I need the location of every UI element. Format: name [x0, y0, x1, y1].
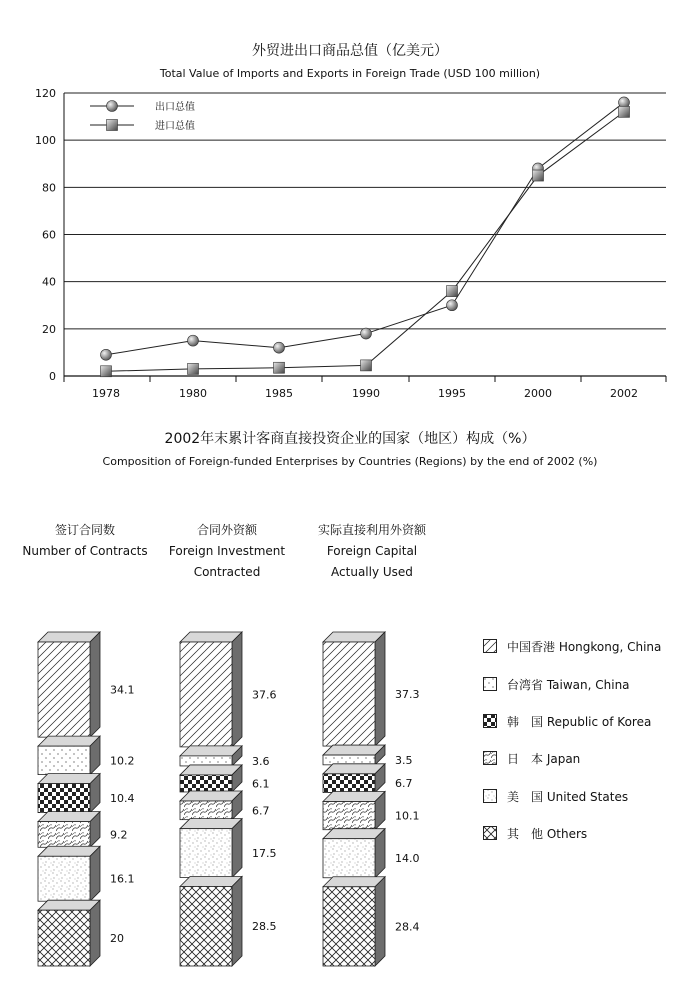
legend-label: 其 他 Others	[507, 827, 588, 841]
segment-side-face	[375, 877, 385, 966]
segment-top-face	[180, 765, 242, 775]
segment-value-label: 10.4	[110, 792, 135, 806]
segment-side-face	[375, 632, 385, 746]
segment-side-face	[232, 819, 242, 878]
line-chart-subtitle: Total Value of Imports and Exports in Foreign Trade (USD 100 million)	[159, 67, 541, 80]
legend-swatch	[483, 714, 497, 728]
segment-top-face	[323, 764, 385, 774]
segment-top-face	[323, 745, 385, 755]
y-tick-label: 0	[49, 370, 56, 383]
segment-front-face	[38, 746, 90, 774]
legend-label: 台湾省 Taiwan, China	[507, 678, 630, 692]
segment-side-face	[232, 876, 242, 966]
segment-front-face	[180, 829, 232, 878]
segment-value-label: 3.6	[252, 754, 270, 768]
legend-swatch	[483, 751, 497, 765]
legend-label: 韩 国 Republic of Korea	[507, 715, 652, 729]
segment-front-face	[38, 642, 90, 737]
x-tick-label: 1980	[179, 387, 207, 400]
segment-value-label: 14.0	[395, 852, 420, 866]
composition-chart-subtitle: Composition of Foreign-funded Enterprises by Countries (Regions) by the end of 2002 (%)	[102, 455, 598, 468]
segment-value-label: 10.2	[110, 754, 135, 768]
segment-top-face	[180, 876, 242, 886]
segment-top-face	[38, 900, 100, 910]
segment-side-face	[90, 846, 100, 901]
segment-value-label: 10.1	[395, 809, 420, 823]
segment-top-face	[38, 736, 100, 746]
stacked-segment	[38, 900, 124, 966]
segment-side-face	[90, 900, 100, 966]
column-header-en: Contracted	[193, 565, 261, 579]
segment-side-face	[90, 632, 100, 737]
column-header-zh: 签订合同数	[54, 523, 115, 537]
legend-label: 日 本 Japan	[507, 752, 581, 766]
segment-top-face	[323, 632, 385, 642]
stacked-segment	[323, 829, 420, 878]
legend-swatch	[483, 826, 497, 840]
segment-top-face	[180, 746, 242, 756]
stacked-segment	[323, 764, 413, 793]
x-tick-label: 1990	[352, 387, 380, 400]
segment-front-face	[323, 887, 375, 966]
segment-front-face	[38, 822, 90, 848]
x-tick-label: 1985	[265, 387, 293, 400]
segment-value-label: 6.7	[252, 804, 270, 818]
segment-value-label: 28.5	[252, 920, 277, 934]
column-header-zh: 合同外资额	[196, 523, 257, 537]
segment-top-face	[323, 877, 385, 887]
y-tick-label: 40	[42, 275, 56, 289]
segment-top-face	[38, 774, 100, 784]
stacked-segment	[180, 791, 270, 820]
legend-label: 美 国 United States	[507, 790, 629, 804]
line-chart-title: 外贸进出口商品总值（亿美元）	[252, 43, 448, 59]
segment-top-face	[180, 632, 242, 642]
segment-top-face	[180, 791, 242, 801]
legend-swatch	[483, 789, 497, 803]
composition-chart-title: 2002年末累计客商直接投资企业的国家（地区）构成（%）	[164, 431, 536, 447]
column-header-en: Foreign Capital	[326, 544, 418, 558]
segment-value-label: 16.1	[110, 872, 135, 886]
legend-swatch	[483, 639, 497, 653]
segment-front-face	[323, 802, 375, 830]
legend-swatch	[483, 677, 497, 691]
y-tick-label: 120	[35, 87, 56, 100]
legend-label: 出口总值	[155, 102, 195, 113]
x-tick-label: 2000	[524, 387, 552, 400]
y-tick-label: 20	[42, 322, 56, 336]
stacked-segment	[180, 765, 270, 792]
segment-top-face	[180, 819, 242, 829]
legend-label: 中国香港 Hongkong, China	[507, 640, 662, 654]
stacked-segment	[38, 632, 135, 737]
column-header-en: Number of Contracts	[22, 544, 148, 558]
segment-front-face	[180, 756, 232, 766]
segment-front-face	[38, 784, 90, 813]
segment-front-face	[180, 642, 232, 747]
segment-side-face	[232, 632, 242, 747]
column-header-zh: 实际直接利用外资额	[317, 523, 426, 537]
segment-value-label: 6.1	[252, 777, 270, 791]
segment-value-label: 37.6	[252, 688, 277, 702]
segment-value-label: 17.5	[252, 847, 277, 861]
y-tick-label: 80	[42, 181, 56, 195]
segment-value-label: 37.3	[395, 688, 420, 702]
segment-top-face	[38, 812, 100, 822]
segment-value-label: 9.2	[110, 828, 128, 842]
x-tick-label: 1978	[92, 387, 120, 400]
stacked-segment	[323, 877, 420, 966]
x-tick-label: 2002	[610, 387, 638, 400]
stacked-segment	[323, 632, 420, 746]
segment-front-face	[180, 801, 232, 820]
column-header-en: Actually Used	[331, 565, 413, 579]
segment-top-face	[38, 632, 100, 642]
segment-front-face	[180, 775, 232, 792]
stacked-segment	[38, 812, 128, 848]
segment-value-label: 3.5	[395, 753, 413, 767]
y-tick-label: 60	[42, 228, 56, 242]
segment-front-face	[323, 774, 375, 793]
stacked-segment	[38, 774, 135, 813]
segment-value-label: 20	[110, 932, 124, 946]
segment-top-face	[323, 829, 385, 839]
segment-front-face	[38, 856, 90, 901]
legend-label: 进口总值	[155, 121, 195, 132]
x-tick-label: 1995	[438, 387, 466, 400]
y-tick-label: 100	[35, 134, 56, 148]
segment-value-label: 6.7	[395, 777, 413, 791]
segment-value-label: 28.4	[395, 920, 420, 934]
segment-front-face	[180, 886, 232, 966]
stacked-segment	[38, 846, 135, 901]
segment-front-face	[323, 755, 375, 765]
segment-top-face	[38, 846, 100, 856]
segment-value-label: 34.1	[110, 683, 135, 697]
segment-front-face	[323, 642, 375, 746]
segment-top-face	[323, 792, 385, 802]
stacked-segment	[180, 819, 277, 878]
segment-front-face	[38, 910, 90, 966]
stacked-segment	[180, 632, 277, 747]
segment-front-face	[323, 839, 375, 878]
stacked-segment	[180, 876, 277, 966]
stacked-segment	[38, 736, 135, 774]
column-header-en: Foreign Investment	[168, 544, 286, 558]
stacked-segment	[323, 792, 420, 830]
